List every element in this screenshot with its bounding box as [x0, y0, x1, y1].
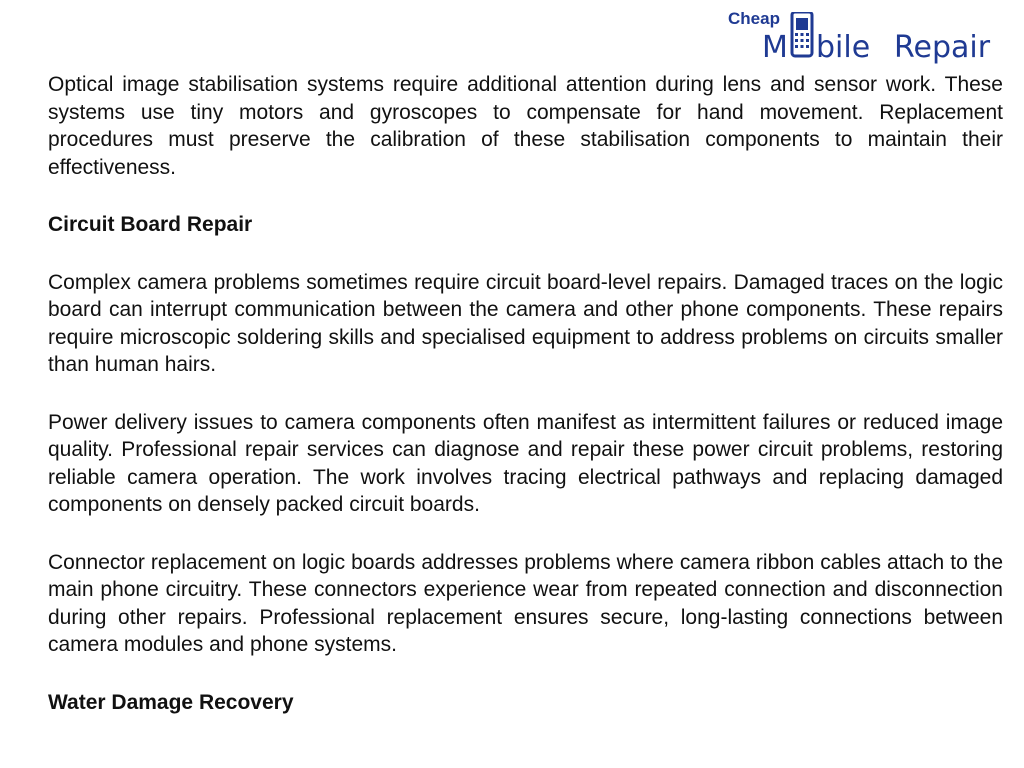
mobile-phone-icon: [792, 12, 812, 56]
heading-water-damage-recovery: Water Damage Recovery: [48, 690, 294, 714]
logo-main-repair: Repair: [894, 30, 991, 65]
document-body: [48, 71, 1003, 746]
cheap-mobile-repair-logo: [722, 12, 1015, 77]
logo-main-bile: bile: [816, 30, 871, 65]
logo-top-text: Cheap: [728, 12, 780, 28]
heading-circuit-board-repair: Circuit Board Repair: [48, 213, 253, 236]
paragraph-power-delivery: Power delivery issues to camera components often manifest as intermittent failures or reduced image quality. Professional repair services can diagnose and repair these power circuit problems, restoring reliable camera operation. The work involves tracing electrical pathways and replacing damaged components on densely packed circuit boards.: [48, 410, 1003, 516]
paragraph-connector-replacement: Connector replacement on logic boards addresses problems where camera ribbon cables attach to the main phone circuitry. These connectors experience wear from repeated connection and disconnection during other repairs. Professional replacement ensures secure, long-lasting connections between camera modules and phone systems.: [48, 550, 1003, 656]
paragraph-stabilisation: Optical image stabilisation systems require additional attention during lens and sensor work. These systems use tiny motors and gyroscopes to compensate for hand movement. Replacement procedures must preserve the calibration of these stabilisation components to maintain their effectiveness.: [48, 73, 1003, 179]
paragraph-circuit-repairs: Complex camera problems sometimes require circuit board-level repairs. Damaged traces on the logic board can interrupt communication between the camera and other phone components. These repairs require microscopic soldering skills and specialised equipment to address problems on circuits smaller than human hairs.: [48, 270, 1003, 376]
logo-main-m: M: [762, 30, 788, 65]
